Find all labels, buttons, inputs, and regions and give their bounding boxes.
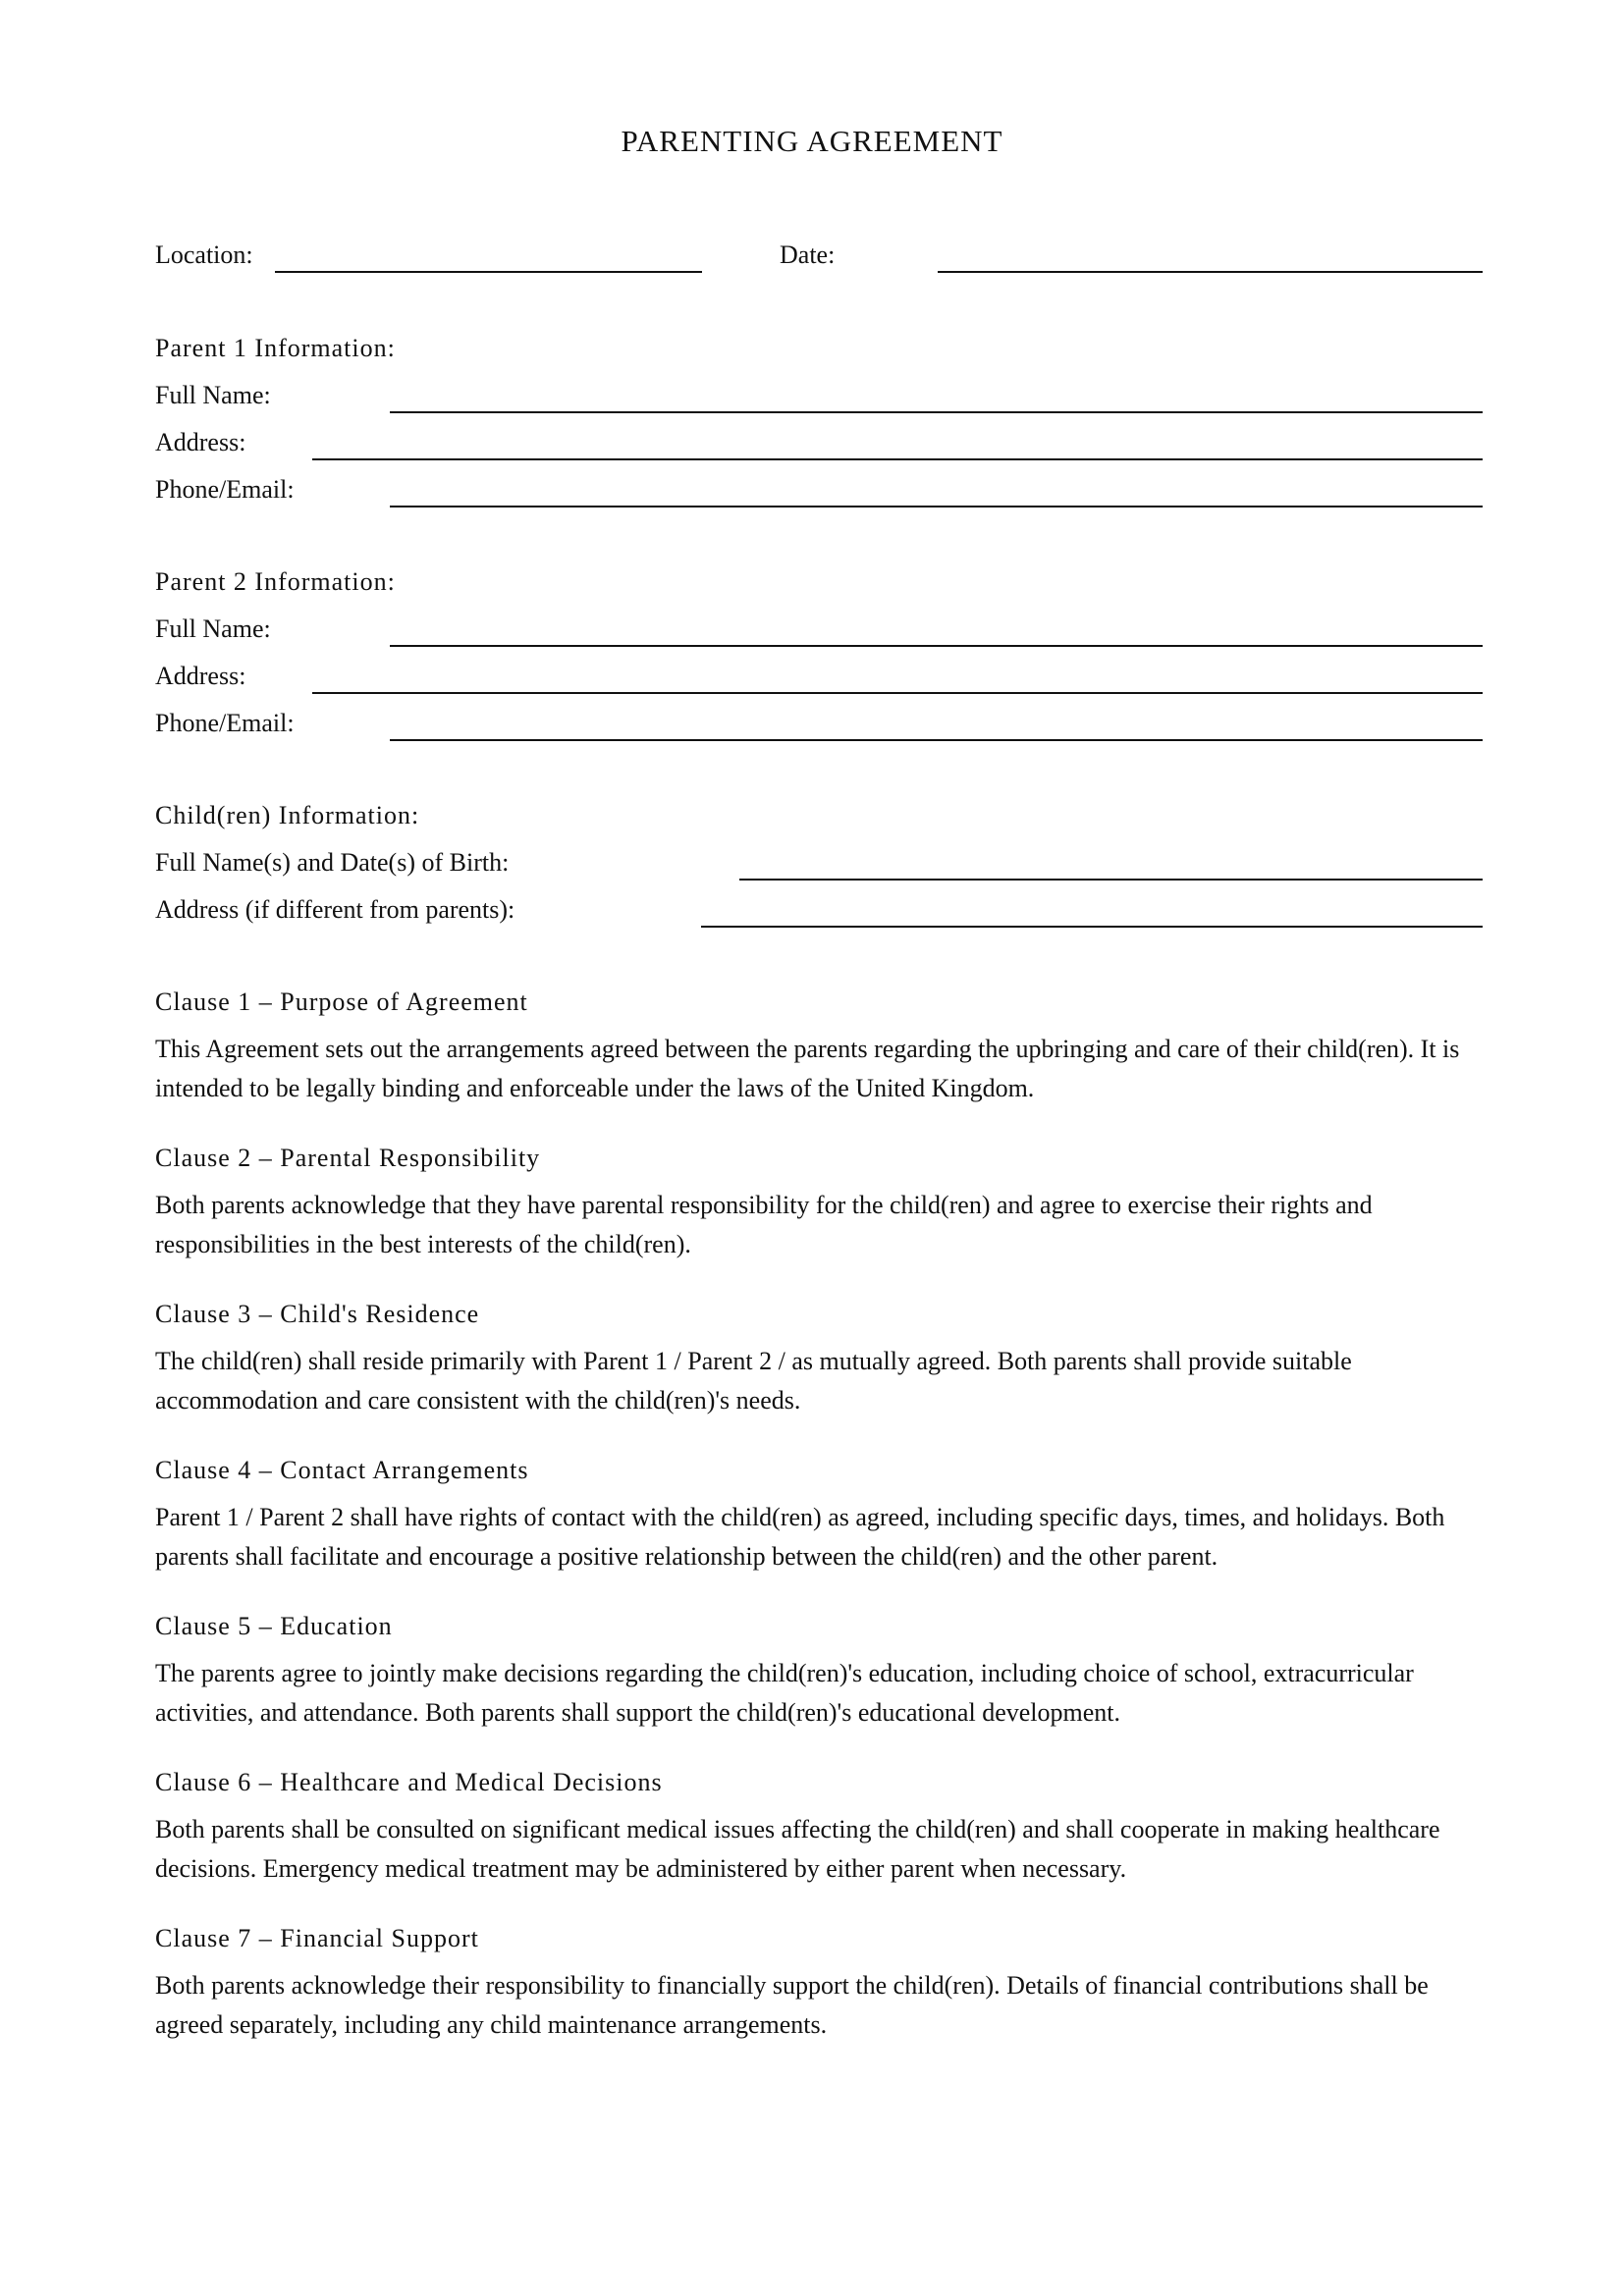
clause-4-body: Parent 1 / Parent 2 shall have rights of contact with the child(ren) as agreed, including specific days, times, and holidays. Both parents shall facilitate and encourage a positive relationship between the child(ren) and the other parent. xyxy=(155,1503,1445,1571)
children-heading: Child(ren) Information: xyxy=(155,801,420,829)
children-address-label: Address (if different from parents): xyxy=(155,895,515,924)
parent1-heading: Parent 1 Information: xyxy=(155,334,396,362)
parent2-phone-email-line[interactable] xyxy=(390,739,1483,741)
document-title: PARENTING AGREEMENT xyxy=(621,124,1003,158)
date-field-line[interactable] xyxy=(938,271,1483,273)
clause-6-title: Clause 6 – Healthcare and Medical Decisions xyxy=(155,1768,663,1796)
clause-6-body: Both parents shall be consulted on significant medical issues affecting the child(ren) and shall cooperate in making healthcare decisions. Emergency medical treatment may be administered by either parent when necessary. xyxy=(155,1815,1440,1883)
clause-3-title: Clause 3 – Child's Residence xyxy=(155,1300,480,1328)
parent2-full-name-line[interactable] xyxy=(390,645,1483,647)
location-field-line[interactable] xyxy=(275,271,702,273)
parent1-address-label: Address: xyxy=(155,428,246,456)
clause-1-body: This Agreement sets out the arrangements agreed between the parents regarding the upbringing and care of their child(ren). It is intended to be legally binding and enforceable under the laws of the United Kingdom. xyxy=(155,1035,1460,1102)
clause-3-body: The child(ren) shall reside primarily with Parent 1 / Parent 2 / as mutually agreed. Both parents shall provide suitable accommodation and care consistent with the child(ren)'s needs. xyxy=(155,1347,1352,1415)
children-names-dob-label: Full Name(s) and Date(s) of Birth: xyxy=(155,848,510,877)
parent2-full-name-label: Full Name: xyxy=(155,614,271,643)
parent2-address-line[interactable] xyxy=(312,692,1483,694)
parent2-heading: Parent 2 Information: xyxy=(155,567,396,596)
clause-7-title: Clause 7 – Financial Support xyxy=(155,1924,479,1952)
children-names-dob-line[interactable] xyxy=(739,879,1483,881)
parent2-address-label: Address: xyxy=(155,662,246,690)
parent1-phone-email-line[interactable] xyxy=(390,506,1483,507)
clause-7-body: Both parents acknowledge their responsibility to financially support the child(ren). Details of financial contributions shall be agreed separately, including any child maintenance arrangements. xyxy=(155,1971,1429,2039)
parent1-full-name-label: Full Name: xyxy=(155,381,271,409)
parent1-full-name-line[interactable] xyxy=(390,411,1483,413)
clause-5-body: The parents agree to jointly make decisions regarding the child(ren)'s education, including choice of school, extracurricular activities, and attendance. Both parents shall support the child(ren)'s educational development. xyxy=(155,1659,1414,1727)
date-label: Date: xyxy=(780,240,836,269)
clause-1-title: Clause 1 – Purpose of Agreement xyxy=(155,988,528,1016)
clause-2-body: Both parents acknowledge that they have parental responsibility for the child(ren) and agree to exercise their rights and responsibilities in the best interests of the child(ren). xyxy=(155,1191,1373,1258)
parent1-phone-email-label: Phone/Email: xyxy=(155,475,295,504)
parent2-phone-email-label: Phone/Email: xyxy=(155,709,295,737)
clause-4-title: Clause 4 – Contact Arrangements xyxy=(155,1456,529,1484)
clause-5-title: Clause 5 – Education xyxy=(155,1612,393,1640)
children-address-line[interactable] xyxy=(701,926,1483,928)
clause-2-title: Clause 2 – Parental Responsibility xyxy=(155,1144,541,1172)
parent1-address-line[interactable] xyxy=(312,458,1483,460)
location-label: Location: xyxy=(155,240,253,269)
